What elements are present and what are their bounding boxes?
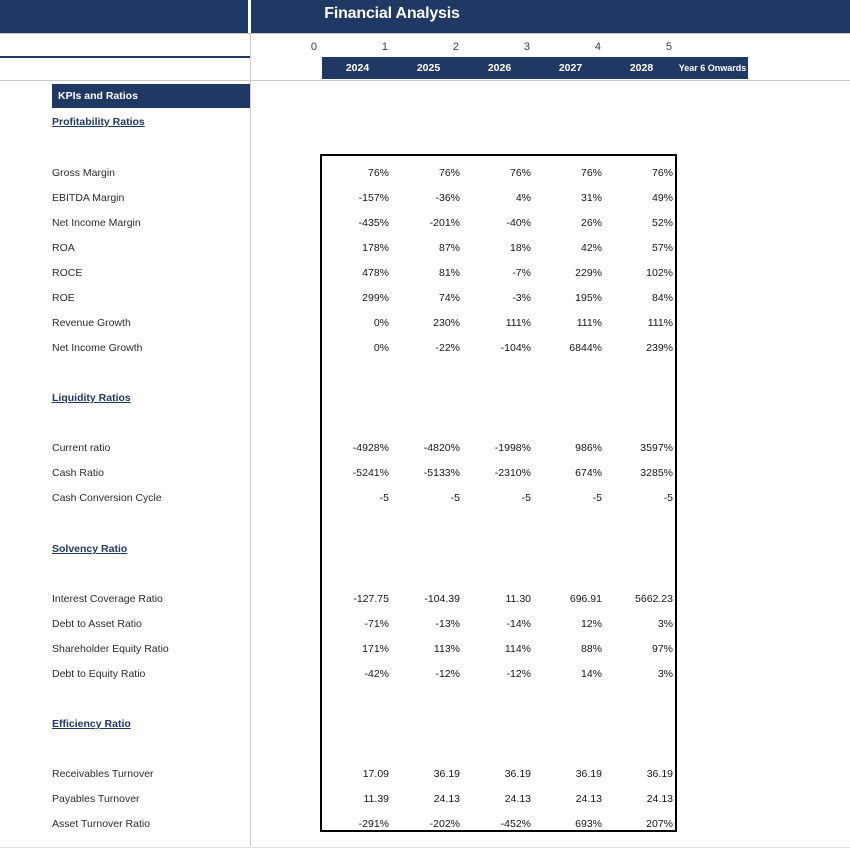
page-title: Financial Analysis bbox=[324, 5, 460, 22]
cell-value[interactable]: 195% bbox=[575, 292, 602, 304]
cell-value[interactable]: 76% bbox=[438, 167, 460, 179]
gridline-below-titlebar bbox=[0, 33, 850, 34]
bottom-gridline bbox=[0, 847, 850, 848]
cell-value[interactable]: 57% bbox=[651, 242, 673, 254]
row-label[interactable]: Payables Turnover bbox=[52, 793, 140, 805]
cell-value[interactable]: -5 bbox=[663, 492, 673, 504]
row-label[interactable]: EBITDA Margin bbox=[52, 192, 125, 204]
cell-value[interactable]: 111% bbox=[647, 317, 673, 329]
cell-value[interactable]: 24.13 bbox=[433, 793, 460, 805]
cell-value[interactable]: 114% bbox=[504, 643, 531, 655]
cell-value[interactable]: -202% bbox=[429, 818, 460, 830]
cell-value[interactable]: 97% bbox=[651, 643, 673, 655]
cell-value[interactable]: 6844% bbox=[569, 342, 602, 354]
cell-value[interactable]: 24.13 bbox=[504, 793, 531, 805]
cell-value[interactable]: 230% bbox=[433, 317, 460, 329]
row-label[interactable]: Shareholder Equity Ratio bbox=[52, 643, 169, 655]
cell-value[interactable]: -12% bbox=[506, 668, 531, 680]
cell-value[interactable]: 12% bbox=[580, 618, 602, 630]
cell-value[interactable]: 3597% bbox=[640, 442, 673, 454]
cell-value[interactable]: 18% bbox=[509, 242, 531, 254]
cell-value[interactable]: -291% bbox=[358, 818, 389, 830]
cell-value[interactable]: 14% bbox=[580, 668, 602, 680]
cell-value[interactable]: -5 bbox=[592, 492, 602, 504]
cell-value[interactable]: 17.09 bbox=[362, 768, 389, 780]
year-header-cell[interactable]: 2026 bbox=[487, 62, 512, 74]
year-header-row bbox=[322, 57, 748, 79]
row-label[interactable]: Net Income Margin bbox=[52, 217, 141, 229]
cell-value[interactable]: -5241% bbox=[352, 467, 389, 479]
cell-value[interactable]: 26% bbox=[580, 217, 602, 229]
section-header: Liquidity Ratios bbox=[52, 392, 131, 404]
cell-value[interactable]: -40% bbox=[506, 217, 531, 229]
cell-value[interactable]: 52% bbox=[651, 217, 673, 229]
cell-value[interactable]: 478% bbox=[362, 267, 389, 279]
year-header-cell[interactable]: Year 6 Onwards bbox=[678, 63, 747, 73]
cell-value[interactable]: -12% bbox=[435, 668, 460, 680]
cell-value[interactable]: 74% bbox=[438, 292, 460, 304]
cell-value[interactable]: 3% bbox=[657, 668, 673, 680]
cell-value[interactable]: -104% bbox=[500, 342, 531, 354]
cell-value[interactable]: -127.75 bbox=[353, 593, 389, 605]
period-number-cell[interactable]: 5 bbox=[665, 41, 672, 53]
cell-value[interactable]: 299% bbox=[362, 292, 389, 304]
cell-value[interactable]: 76% bbox=[509, 167, 531, 179]
cell-value[interactable]: 113% bbox=[433, 643, 460, 655]
period-number-cell[interactable]: 0 bbox=[310, 41, 317, 53]
period-number-cell[interactable]: 4 bbox=[594, 41, 601, 53]
cell-value[interactable]: 207% bbox=[646, 818, 673, 830]
row-label[interactable]: Gross Margin bbox=[52, 167, 116, 179]
cell-value[interactable]: 42% bbox=[580, 242, 602, 254]
cell-value[interactable]: 84% bbox=[651, 292, 673, 304]
row-label[interactable]: Interest Coverage Ratio bbox=[52, 593, 163, 605]
section-header: Efficiency Ratio bbox=[52, 718, 131, 730]
gridline-below-year-row bbox=[0, 80, 850, 81]
row-label[interactable]: Cash Conversion Cycle bbox=[52, 492, 162, 504]
cell-value[interactable]: 696.91 bbox=[569, 593, 602, 605]
cell-value[interactable]: 36.19 bbox=[433, 768, 460, 780]
cell-value[interactable]: 693% bbox=[575, 818, 602, 830]
cell-value[interactable]: -5 bbox=[521, 492, 531, 504]
cell-value[interactable]: 76% bbox=[651, 167, 673, 179]
cell-value[interactable]: -435% bbox=[358, 217, 389, 229]
row-label[interactable]: Net Income Growth bbox=[52, 342, 143, 354]
cell-value[interactable]: 178% bbox=[362, 242, 389, 254]
cell-value[interactable]: -3% bbox=[512, 292, 531, 304]
cell-value[interactable]: 674% bbox=[575, 467, 602, 479]
cell-value[interactable]: -22% bbox=[435, 342, 460, 354]
cell-value[interactable]: 5662.23 bbox=[635, 593, 673, 605]
kpi-and-ratios-header-cell[interactable]: KPIs and Ratios bbox=[52, 84, 250, 108]
cell-value[interactable]: 239% bbox=[646, 342, 673, 354]
row-label[interactable]: Debt to Equity Ratio bbox=[52, 668, 146, 680]
cell-value[interactable]: 24.13 bbox=[575, 793, 602, 805]
cell-value[interactable]: -14% bbox=[506, 618, 531, 630]
cell-value[interactable]: 0% bbox=[373, 342, 389, 354]
row-label[interactable]: Receivables Turnover bbox=[52, 768, 154, 780]
cell-value[interactable]: 76% bbox=[580, 167, 602, 179]
cell-value[interactable]: 11.39 bbox=[363, 793, 389, 805]
cell-value[interactable]: -2310% bbox=[494, 467, 531, 479]
cell-value[interactable]: -201% bbox=[429, 217, 460, 229]
cell-value[interactable]: 102% bbox=[646, 267, 673, 279]
cell-value[interactable]: 87% bbox=[438, 242, 460, 254]
cell-value[interactable]: -104.39 bbox=[424, 593, 460, 605]
cell-value[interactable]: 11.30 bbox=[505, 593, 531, 605]
cell-value[interactable]: -452% bbox=[500, 818, 531, 830]
section-header: Solvency Ratio bbox=[52, 543, 128, 555]
cell-value[interactable]: -4820% bbox=[423, 442, 460, 454]
period-number-cell[interactable]: 2 bbox=[452, 41, 459, 53]
cell-value[interactable]: 4% bbox=[515, 192, 531, 204]
cell-value[interactable]: 36.19 bbox=[504, 768, 531, 780]
cell-value[interactable]: -13% bbox=[435, 618, 460, 630]
cell-value[interactable]: -5133% bbox=[423, 467, 460, 479]
cell-value[interactable]: 49% bbox=[651, 192, 673, 204]
cell-value[interactable]: 36.19 bbox=[575, 768, 602, 780]
cell-value[interactable]: 3285% bbox=[640, 467, 673, 479]
cell-value[interactable]: -1998% bbox=[494, 442, 531, 454]
cell-value[interactable]: 31% bbox=[580, 192, 602, 204]
cell-value[interactable]: 81% bbox=[438, 267, 460, 279]
row-label[interactable]: ROCE bbox=[52, 267, 83, 279]
cell-value[interactable]: 3% bbox=[657, 618, 673, 630]
cell-value[interactable]: 24.13 bbox=[646, 793, 673, 805]
cell-value[interactable]: 986% bbox=[575, 442, 602, 454]
cell-value[interactable]: -42% bbox=[364, 668, 389, 680]
year-header-cell[interactable]: 2027 bbox=[558, 62, 583, 74]
cell-value[interactable]: 171% bbox=[362, 643, 389, 655]
cell-value[interactable]: 111% bbox=[576, 317, 602, 329]
section-header: Profitability Ratios bbox=[52, 116, 145, 128]
year-header-cell[interactable]: 2024 bbox=[345, 62, 370, 74]
year-header-cell[interactable]: 2028 bbox=[629, 62, 654, 74]
cell-value[interactable]: 88% bbox=[580, 643, 602, 655]
row-label[interactable]: Revenue Growth bbox=[52, 317, 131, 329]
year-header-cell[interactable]: 2025 bbox=[416, 62, 441, 74]
cell-value[interactable]: 229% bbox=[575, 267, 602, 279]
row-label[interactable]: Cash Ratio bbox=[52, 467, 104, 479]
cell-value[interactable]: -157% bbox=[358, 192, 389, 204]
left-header-underline bbox=[0, 56, 250, 58]
row-label[interactable]: ROA bbox=[52, 242, 75, 254]
cell-value[interactable]: -7% bbox=[512, 267, 531, 279]
cell-value[interactable]: 0% bbox=[373, 317, 389, 329]
cell-value[interactable]: 36.19 bbox=[646, 768, 673, 780]
cell-value[interactable]: -5 bbox=[379, 492, 389, 504]
cell-value[interactable]: 111% bbox=[505, 317, 531, 329]
row-label[interactable]: ROE bbox=[52, 292, 75, 304]
cell-value[interactable]: -5 bbox=[450, 492, 460, 504]
cell-value[interactable]: -36% bbox=[435, 192, 460, 204]
cell-value[interactable]: -71% bbox=[364, 618, 389, 630]
period-number-cell[interactable]: 3 bbox=[523, 41, 530, 53]
row-label[interactable]: Current ratio bbox=[52, 442, 111, 454]
cell-value[interactable]: 76% bbox=[367, 167, 389, 179]
row-label[interactable]: Debt to Asset Ratio bbox=[52, 618, 142, 630]
period-number-cell[interactable]: 1 bbox=[381, 41, 388, 53]
row-label[interactable]: Asset Turnover Ratio bbox=[52, 818, 151, 830]
cell-value[interactable]: -4928% bbox=[352, 442, 389, 454]
